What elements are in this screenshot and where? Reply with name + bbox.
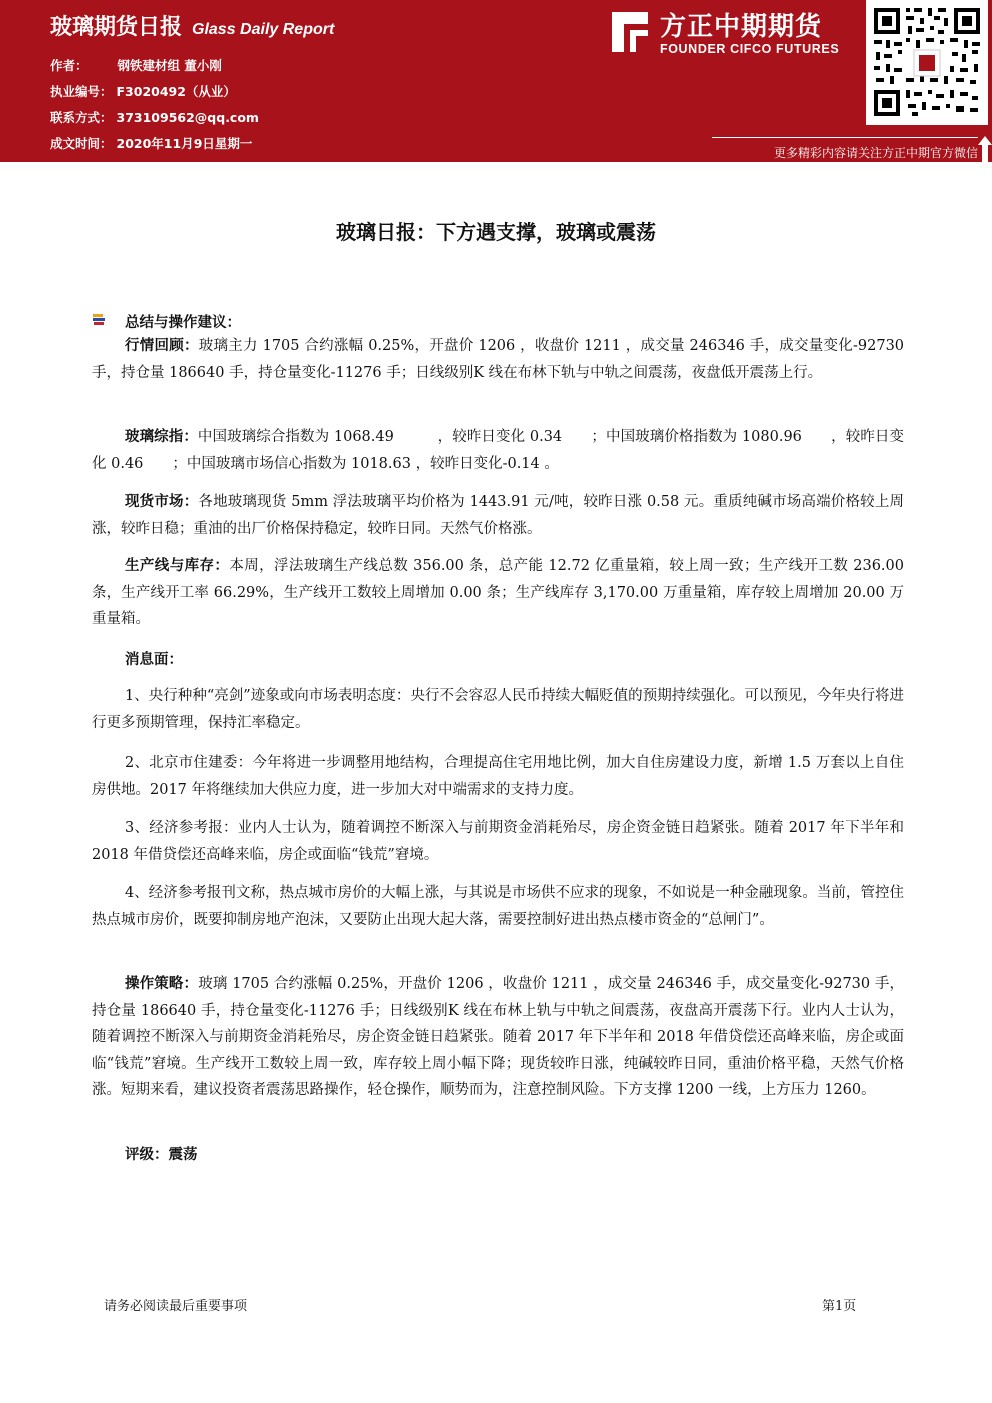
spot-label: 现货市场： bbox=[125, 494, 199, 510]
author-value: 钢铁建材组 董小刚 bbox=[117, 58, 222, 73]
spot-text: 各地玻璃现货 5mm 浮法玻璃平均价格为 1443.91 元/吨，较昨日涨 0.58 元。重质纯碱市场高端价格较上周涨，较昨日稳；重油的出厂价格保持稳定，较昨日同。天然气价格涨。 bbox=[92, 494, 904, 537]
author-label: 作者： bbox=[50, 58, 88, 73]
founder-logo-icon bbox=[606, 8, 654, 56]
production-inventory-paragraph bbox=[92, 553, 904, 633]
license-line bbox=[50, 82, 236, 100]
logo-en: FOUNDER CIFCO FUTURES bbox=[660, 42, 840, 56]
company-logo bbox=[600, 0, 862, 120]
footer-notice: 请务必阅读最后重要事项 bbox=[104, 1299, 248, 1314]
production-label: 生产线与库存： bbox=[125, 558, 230, 574]
glass-index-label: 玻璃综指： bbox=[125, 429, 198, 445]
contact-line bbox=[50, 108, 259, 126]
header-rule bbox=[712, 137, 978, 138]
market-review-paragraph bbox=[92, 333, 904, 386]
strategy-paragraph bbox=[92, 971, 904, 1104]
license-value: F3020492（从业） bbox=[116, 84, 236, 99]
title-cn: 玻璃期货日报 bbox=[50, 15, 183, 40]
news-item: 4、经济参考报刊文称，热点城市房价的大幅上涨，与其说是市场供不应求的现象，不如说是一种金融现象。当前，管控住热点城市房价，既要抑制房地产泡沫，又要防止出现大起大落，需要控制好进出热点楼市资金的“总闸门”。 bbox=[92, 885, 904, 928]
date-label: 成文时间： bbox=[50, 136, 113, 151]
rating-line bbox=[125, 1143, 198, 1164]
page-number: 第1页 bbox=[822, 1299, 857, 1314]
contact-label: 联系方式： bbox=[50, 110, 113, 125]
date-line bbox=[50, 134, 252, 152]
report-header bbox=[0, 0, 992, 162]
qr-code-icon bbox=[872, 6, 982, 118]
arrow-up-icon bbox=[978, 136, 992, 162]
market-review-label: 行情回顾： bbox=[125, 338, 199, 354]
follow-wechat-text: 更多精彩内容请关注方正中期官方微信 bbox=[773, 146, 978, 160]
strategy-text: 玻璃 1705 合约涨幅 0.25%，开盘价 1206 ，收盘价 1211 ，成交量 246346 手，成交量变化-92730 手，持仓量 186640 手，持仓量变化-11276 手；日线级别K 线在布林上轨与中轨之间震荡，夜盘高开震荡下行。业内人士认为，随着调控不断深入与前期资金消耗殆尽，房企资金链日趋紧张。随着 2017 年下半年和 2018 年借贷偿还高峰来临，房企或面临“钱荒”窘境。生产线开工数较上周一致，库存较上周小幅下降；现货较昨日涨，纯碱较昨日同，重油价格平稳，天然气价格涨。短期来看，建议投资者震荡思路操作，轻仓操作，顺势而为，注意控制风险。下方支撑 1200 一线，上方压力 1260。 bbox=[92, 976, 905, 1098]
title-en: Glass Daily Report bbox=[192, 21, 335, 38]
header-title bbox=[50, 10, 334, 41]
date-value: 2020年11月9日星期一 bbox=[116, 136, 253, 151]
news-item: 1、央行种种“亮剑”迹象或向市场表明态度：央行不会容忍人民币持续大幅贬值的预期持续强化。可以预见，今年央行将进行更多预期管理，保持汇率稳定。 bbox=[92, 688, 904, 731]
contact-value: 373109562@qq.com bbox=[116, 110, 259, 125]
qr-code bbox=[866, 0, 988, 125]
rating-label: 评级： bbox=[125, 1147, 169, 1163]
report-title: 玻璃日报：下方遇支撑，玻璃或震荡 bbox=[336, 220, 656, 244]
glass-index-paragraph bbox=[92, 424, 904, 477]
license-label: 执业编号： bbox=[50, 84, 113, 99]
news-item: 2、北京市住建委：今年将进一步调整用地结构，合理提高住宅用地比例，加大自住房建设力度，新增 1.5 万套以上自住房供地。2017 年将继续加大供应力度，进一步加大对中端需求的支持力度。 bbox=[92, 755, 904, 798]
news-heading: 消息面： bbox=[125, 652, 183, 668]
news-item: 3、经济参考报：业内人士认为，随着调控不断深入与前期资金消耗殆尽，房企资金链日趋紧张。随着 2017 年下半年和 2018 年借贷偿还高峰来临，房企或面临“钱荒”窘境。 bbox=[92, 820, 904, 863]
market-review-text: 玻璃主力 1705 合约涨幅 0.25%，开盘价 1206 ，收盘价 1211 ，成交量 246346 手，成交量变化-92730 手，持仓量 186640 手，持仓量变化-11276 手；日线级别K 线在布林下轨与中轨之间震荡，夜盘低开震荡上行。 bbox=[92, 338, 905, 381]
summary-heading: 总结与操作建议： bbox=[125, 315, 241, 331]
author-line bbox=[50, 56, 222, 74]
strategy-label: 操作策略： bbox=[125, 976, 199, 992]
spot-market-paragraph bbox=[92, 489, 904, 542]
glass-index-text: 中国玻璃综合指数为 1068.49 ，较昨日变化 0.34 ；中国玻璃价格指数为 1080.96 ，较昨日变化 0.46 ；中国玻璃市场信心指数为 1018.63 ，较昨日变化-0.14 。 bbox=[92, 429, 904, 472]
production-text: 本周，浮法玻璃生产线总数 356.00 条，总产能 12.72 亿重量箱，较上周一致；生产线开工数 236.00 条，生产线开工率 66.29%，生产线开工数较上周增加 0.00 条；生产线库存 3,170.00 万重量箱，库存较上周增加 20.00 万重量箱。 bbox=[92, 558, 904, 627]
rating-value: 震荡 bbox=[168, 1147, 198, 1163]
book-bullet-icon bbox=[92, 312, 106, 326]
logo-cn: 方正中期期货 bbox=[660, 12, 823, 42]
